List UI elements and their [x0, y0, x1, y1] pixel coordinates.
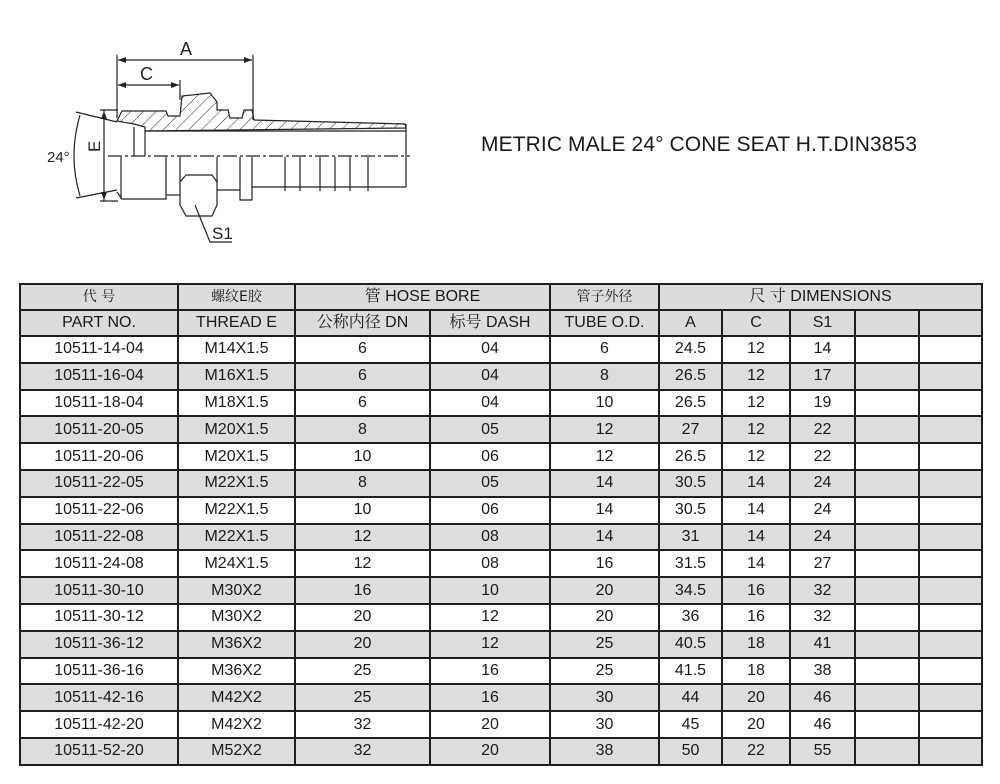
cell-blank — [919, 336, 982, 363]
header-blank-2 — [919, 310, 982, 336]
cell-blank — [855, 524, 919, 551]
cell-blank — [919, 604, 982, 631]
cell-thread: M42X2 — [178, 711, 295, 738]
cell-a: 40.5 — [659, 631, 722, 658]
cell-blank — [919, 497, 982, 524]
cell-blank — [919, 550, 982, 577]
cell-s1: 22 — [790, 416, 855, 443]
cell-blank — [855, 711, 919, 738]
table-row — [20, 443, 982, 470]
cell-dash: 05 — [430, 416, 550, 443]
cell-a: 31.5 — [659, 550, 722, 577]
cell-blank — [855, 738, 919, 765]
cell-thread: M24X1.5 — [178, 550, 295, 577]
cell-c: 12 — [722, 443, 790, 470]
cell-dash: 06 — [430, 497, 550, 524]
dim-e-label: E — [85, 140, 104, 152]
cell-a: 45 — [659, 711, 722, 738]
cell-blank — [919, 684, 982, 711]
cell-thread: M36X2 — [178, 631, 295, 658]
cell-c: 14 — [722, 470, 790, 497]
cell-tube: 25 — [550, 631, 659, 658]
cell-a: 34.5 — [659, 577, 722, 604]
cell-a: 26.5 — [659, 363, 722, 390]
cell-part: 10511-52-20 — [20, 738, 178, 765]
table-row — [20, 631, 982, 658]
cell-part: 10511-16-04 — [20, 363, 178, 390]
cell-a: 44 — [659, 684, 722, 711]
cell-a: 36 — [659, 604, 722, 631]
cell-blank — [855, 443, 919, 470]
cell-dn: 6 — [295, 363, 430, 390]
cell-c: 18 — [722, 631, 790, 658]
cell-thread: M22X1.5 — [178, 524, 295, 551]
cell-blank — [855, 684, 919, 711]
cell-s1: 24 — [790, 497, 855, 524]
cell-c: 22 — [722, 738, 790, 765]
cell-thread: M42X2 — [178, 684, 295, 711]
cell-s1: 24 — [790, 524, 855, 551]
cell-thread: M36X2 — [178, 658, 295, 685]
cell-dash: 08 — [430, 524, 550, 551]
cell-dn: 20 — [295, 604, 430, 631]
cell-blank — [855, 658, 919, 685]
cell-part: 10511-18-04 — [20, 390, 178, 417]
cell-blank — [855, 363, 919, 390]
cell-s1: 24 — [790, 470, 855, 497]
cell-tube: 6 — [550, 336, 659, 363]
header-thread-e: THREAD E — [178, 310, 295, 336]
cell-tube: 14 — [550, 524, 659, 551]
cell-thread: M16X1.5 — [178, 363, 295, 390]
cell-a: 26.5 — [659, 390, 722, 417]
cell-blank — [919, 443, 982, 470]
spec-table — [19, 283, 983, 766]
cell-thread: M52X2 — [178, 738, 295, 765]
cell-blank — [919, 524, 982, 551]
cell-dash: 04 — [430, 336, 550, 363]
table-row — [20, 604, 982, 631]
cell-tube: 30 — [550, 711, 659, 738]
dim-a-label: A — [180, 39, 193, 59]
cell-part: 10511-30-12 — [20, 604, 178, 631]
header-dim-s1: S1 — [790, 310, 855, 336]
header-dim-a: A — [659, 310, 722, 336]
cell-dn: 6 — [295, 336, 430, 363]
cell-dash: 12 — [430, 604, 550, 631]
cell-blank — [919, 738, 982, 765]
cell-a: 50 — [659, 738, 722, 765]
table-row — [20, 390, 982, 417]
cell-part: 10511-42-20 — [20, 711, 178, 738]
cell-blank — [855, 416, 919, 443]
header-part-no: PART NO. — [20, 310, 178, 336]
angle-label: 24° — [47, 149, 70, 166]
header-tube-cn: 管子外径 — [550, 284, 659, 310]
cell-thread: M20X1.5 — [178, 416, 295, 443]
cell-a: 30.5 — [659, 470, 722, 497]
cell-c: 12 — [722, 363, 790, 390]
fitting-cross-section-drawing — [0, 0, 460, 260]
cell-a: 31 — [659, 524, 722, 551]
cell-tube: 8 — [550, 363, 659, 390]
header-dim-c: C — [722, 310, 790, 336]
cell-dash: 20 — [430, 711, 550, 738]
cell-s1: 17 — [790, 363, 855, 390]
header-hose-bore: 管 HOSE BORE — [295, 284, 550, 310]
cell-blank — [919, 658, 982, 685]
table-row — [20, 738, 982, 765]
table-row — [20, 363, 982, 390]
cell-c: 16 — [722, 577, 790, 604]
cell-blank — [855, 550, 919, 577]
cell-a: 27 — [659, 416, 722, 443]
cell-dash: 04 — [430, 363, 550, 390]
table-row — [20, 524, 982, 551]
cell-thread: M30X2 — [178, 604, 295, 631]
table-row — [20, 416, 982, 443]
cell-part: 10511-20-06 — [20, 443, 178, 470]
cell-part: 10511-24-08 — [20, 550, 178, 577]
cell-part: 10511-22-06 — [20, 497, 178, 524]
cell-part: 10511-22-08 — [20, 524, 178, 551]
cell-a: 30.5 — [659, 497, 722, 524]
dim-s1-label: S1 — [212, 224, 233, 243]
cell-blank — [919, 416, 982, 443]
page-title: METRIC MALE 24° CONE SEAT H.T.DIN3853 — [481, 133, 918, 156]
cell-c: 12 — [722, 390, 790, 417]
cell-dash: 16 — [430, 684, 550, 711]
cell-blank — [919, 631, 982, 658]
cell-dash: 06 — [430, 443, 550, 470]
cell-a: 41.5 — [659, 658, 722, 685]
cell-tube: 14 — [550, 497, 659, 524]
cell-blank — [855, 470, 919, 497]
cell-part: 10511-30-10 — [20, 577, 178, 604]
table-row — [20, 658, 982, 685]
cell-s1: 46 — [790, 684, 855, 711]
cell-s1: 46 — [790, 711, 855, 738]
cell-dn: 32 — [295, 738, 430, 765]
cell-c: 20 — [722, 711, 790, 738]
cell-tube: 12 — [550, 443, 659, 470]
cell-tube: 20 — [550, 577, 659, 604]
header-dn: 公称内径 DN — [295, 310, 430, 336]
table-row — [20, 550, 982, 577]
cell-a: 26.5 — [659, 443, 722, 470]
cell-tube: 14 — [550, 470, 659, 497]
header-part-cn: 代 号 — [20, 284, 178, 310]
cell-thread: M20X1.5 — [178, 443, 295, 470]
cell-dash: 04 — [430, 390, 550, 417]
cell-dash: 12 — [430, 631, 550, 658]
cell-blank — [919, 577, 982, 604]
cell-s1: 32 — [790, 577, 855, 604]
cell-blank — [919, 711, 982, 738]
header-dimensions: 尺 寸 DIMENSIONS — [659, 284, 982, 310]
cell-tube: 16 — [550, 550, 659, 577]
table-row — [20, 497, 982, 524]
cell-dn: 25 — [295, 658, 430, 685]
cell-s1: 19 — [790, 390, 855, 417]
cell-dash: 08 — [430, 550, 550, 577]
table-row — [20, 577, 982, 604]
cell-c: 14 — [722, 497, 790, 524]
cell-a: 24.5 — [659, 336, 722, 363]
cell-tube: 30 — [550, 684, 659, 711]
cell-dash: 16 — [430, 658, 550, 685]
cell-dn: 16 — [295, 577, 430, 604]
cell-part: 10511-42-16 — [20, 684, 178, 711]
table-row — [20, 684, 982, 711]
cell-blank — [855, 390, 919, 417]
cell-c: 12 — [722, 336, 790, 363]
cell-s1: 41 — [790, 631, 855, 658]
cell-blank — [855, 336, 919, 363]
cell-dn: 6 — [295, 390, 430, 417]
header-tube-od: TUBE O.D. — [550, 310, 659, 336]
cell-dash: 10 — [430, 577, 550, 604]
cell-s1: 22 — [790, 443, 855, 470]
cell-dash: 05 — [430, 470, 550, 497]
cell-c: 18 — [722, 658, 790, 685]
header-blank-1 — [855, 310, 919, 336]
cell-s1: 38 — [790, 658, 855, 685]
cell-thread: M18X1.5 — [178, 390, 295, 417]
cell-dn: 32 — [295, 711, 430, 738]
cell-blank — [855, 497, 919, 524]
cell-blank — [855, 604, 919, 631]
cell-c: 14 — [722, 524, 790, 551]
cell-thread: M14X1.5 — [178, 336, 295, 363]
cell-dash: 20 — [430, 738, 550, 765]
cell-tube: 20 — [550, 604, 659, 631]
cell-s1: 27 — [790, 550, 855, 577]
cell-c: 12 — [722, 416, 790, 443]
cell-thread: M22X1.5 — [178, 497, 295, 524]
cell-dn: 8 — [295, 416, 430, 443]
cell-dn: 8 — [295, 470, 430, 497]
cell-part: 10511-22-05 — [20, 470, 178, 497]
cell-s1: 14 — [790, 336, 855, 363]
cell-dn: 25 — [295, 684, 430, 711]
header-thread-cn: 螺纹E胶 — [178, 284, 295, 310]
cell-blank — [919, 470, 982, 497]
cell-tube: 38 — [550, 738, 659, 765]
cell-part: 10511-20-05 — [20, 416, 178, 443]
table-row — [20, 336, 982, 363]
dim-c-label: C — [140, 64, 153, 84]
cell-c: 14 — [722, 550, 790, 577]
cell-dn: 12 — [295, 524, 430, 551]
cell-dn: 12 — [295, 550, 430, 577]
cell-c: 16 — [722, 604, 790, 631]
cell-part: 10511-14-04 — [20, 336, 178, 363]
table-row — [20, 711, 982, 738]
cell-dn: 10 — [295, 497, 430, 524]
cell-thread: M22X1.5 — [178, 470, 295, 497]
cell-thread: M30X2 — [178, 577, 295, 604]
cell-s1: 32 — [790, 604, 855, 631]
cell-tube: 12 — [550, 416, 659, 443]
cell-blank — [855, 631, 919, 658]
table-row — [20, 470, 982, 497]
cell-tube: 10 — [550, 390, 659, 417]
cell-tube: 25 — [550, 658, 659, 685]
cell-blank — [919, 390, 982, 417]
cell-c: 20 — [722, 684, 790, 711]
cell-part: 10511-36-16 — [20, 658, 178, 685]
cell-dn: 20 — [295, 631, 430, 658]
header-dash: 标号 DASH — [430, 310, 550, 336]
cell-blank — [919, 363, 982, 390]
cell-s1: 55 — [790, 738, 855, 765]
cell-part: 10511-36-12 — [20, 631, 178, 658]
cell-blank — [855, 577, 919, 604]
cell-dn: 10 — [295, 443, 430, 470]
